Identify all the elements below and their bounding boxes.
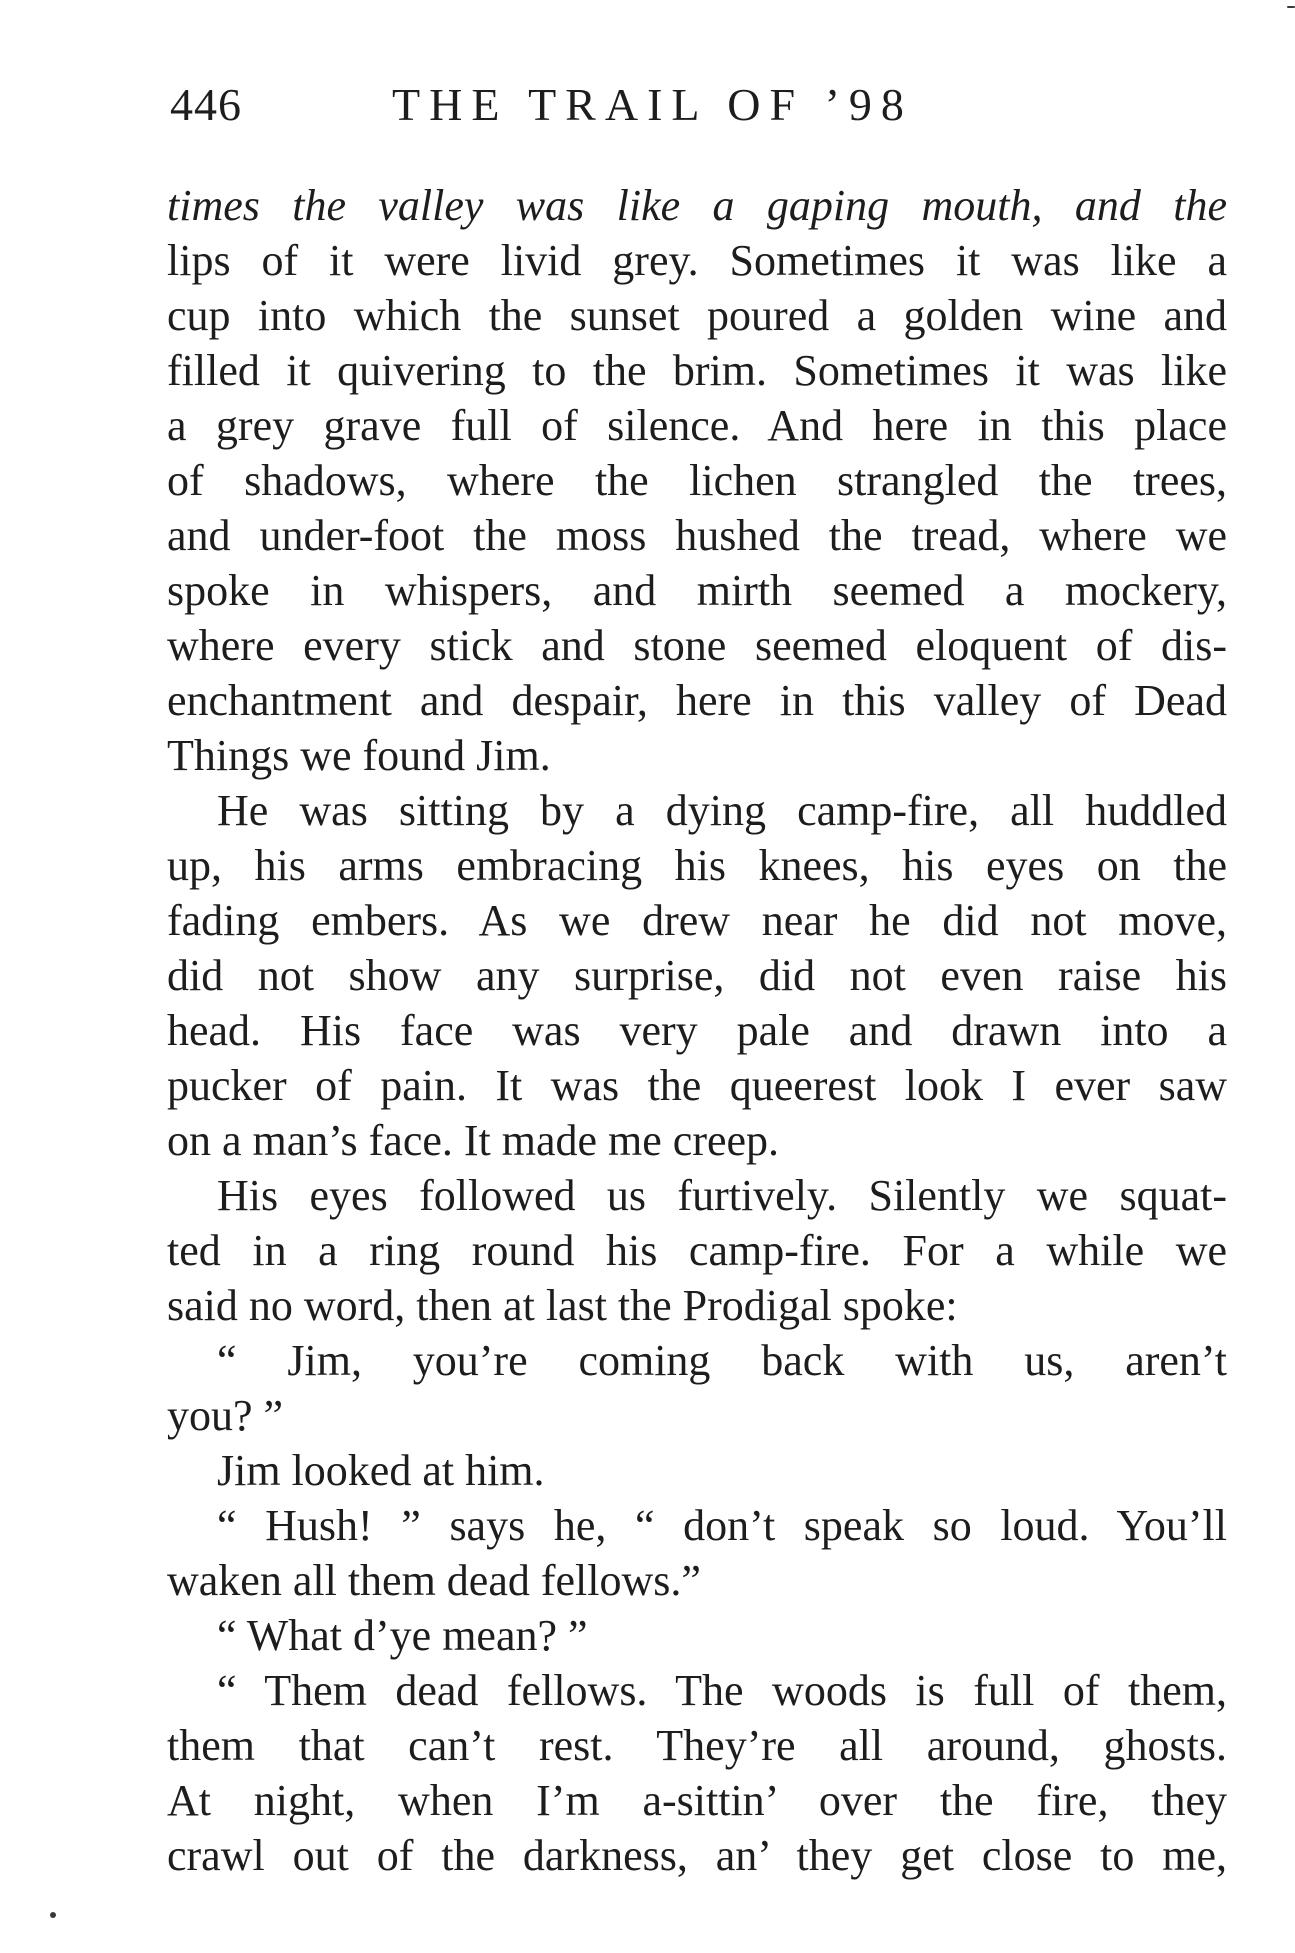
text-line: of shadows, where the lichen strangled the trees, [167, 456, 1227, 505]
text-line: Jim looked at him. [217, 1446, 545, 1495]
text-line: a grey grave full of silence. And here in this place [167, 401, 1227, 450]
text-line: At night, when I’m a-sittin’ over the fire, they [167, 1776, 1227, 1825]
text-line: filled it quivering to the brim. Sometimes it was like [167, 346, 1227, 395]
paper-speck [50, 1912, 56, 1918]
text-line: ted in a ring round his camp-fire. For a while we [167, 1226, 1227, 1275]
text-line: His eyes followed us furtively. Silently we squat- [217, 1171, 1227, 1220]
text-line: spoke in whispers, and mirth seemed a mockery, [167, 566, 1227, 615]
paper-speck [1287, 6, 1295, 8]
text-line: times the valley was like a gaping mouth, and the [167, 181, 1227, 230]
text-line: enchantment and despair, here in this valley of Dead [167, 676, 1227, 725]
running-head [170, 78, 1230, 148]
text-line: them that can’t rest. They’re all around, ghosts. [167, 1721, 1227, 1770]
text-line: on a man’s face. It made me creep. [167, 1116, 780, 1165]
text-line: “ Them dead fellows. The woods is full of them, [217, 1666, 1227, 1715]
text-line: waken all them dead fellows.” [167, 1556, 701, 1605]
text-line: cup into which the sunset poured a golden wine and [167, 291, 1227, 340]
text-line: where every stick and stone seemed eloquent of dis- [167, 621, 1227, 670]
text-line: crawl out of the darkness, an’ they get close to me, [167, 1831, 1227, 1880]
text-line: head. His face was very pale and drawn into a [167, 1006, 1227, 1055]
text-line: “ What d’ye mean? ” [217, 1611, 588, 1660]
running-title: THE TRAIL OF ’98 [392, 79, 913, 130]
text-line: you? ” [167, 1391, 284, 1440]
text-line: “ Jim, you’re coming back with us, aren’t [217, 1336, 1227, 1385]
page-number: 446 [170, 79, 242, 130]
text-line: pucker of pain. It was the queerest look I ever saw [167, 1061, 1227, 1110]
text-line: did not show any surprise, did not even raise his [167, 951, 1227, 1000]
text-line: He was sitting by a dying camp-fire, all huddled [217, 786, 1227, 835]
text-line: said no word, then at last the Prodigal spoke: [167, 1281, 958, 1330]
text-line: Things we found Jim. [167, 731, 551, 780]
text-line: lips of it were livid grey. Sometimes it was like a [167, 236, 1227, 285]
text-line: “ Hush! ” says he, “ don’t speak so loud. You’ll [217, 1501, 1227, 1550]
body-text [167, 178, 1227, 1883]
text-line: fading embers. As we drew near he did not move, [167, 896, 1227, 945]
text-line: and under-foot the moss hushed the tread, where we [167, 511, 1227, 560]
text-line: up, his arms embracing his knees, his eyes on the [167, 841, 1227, 890]
